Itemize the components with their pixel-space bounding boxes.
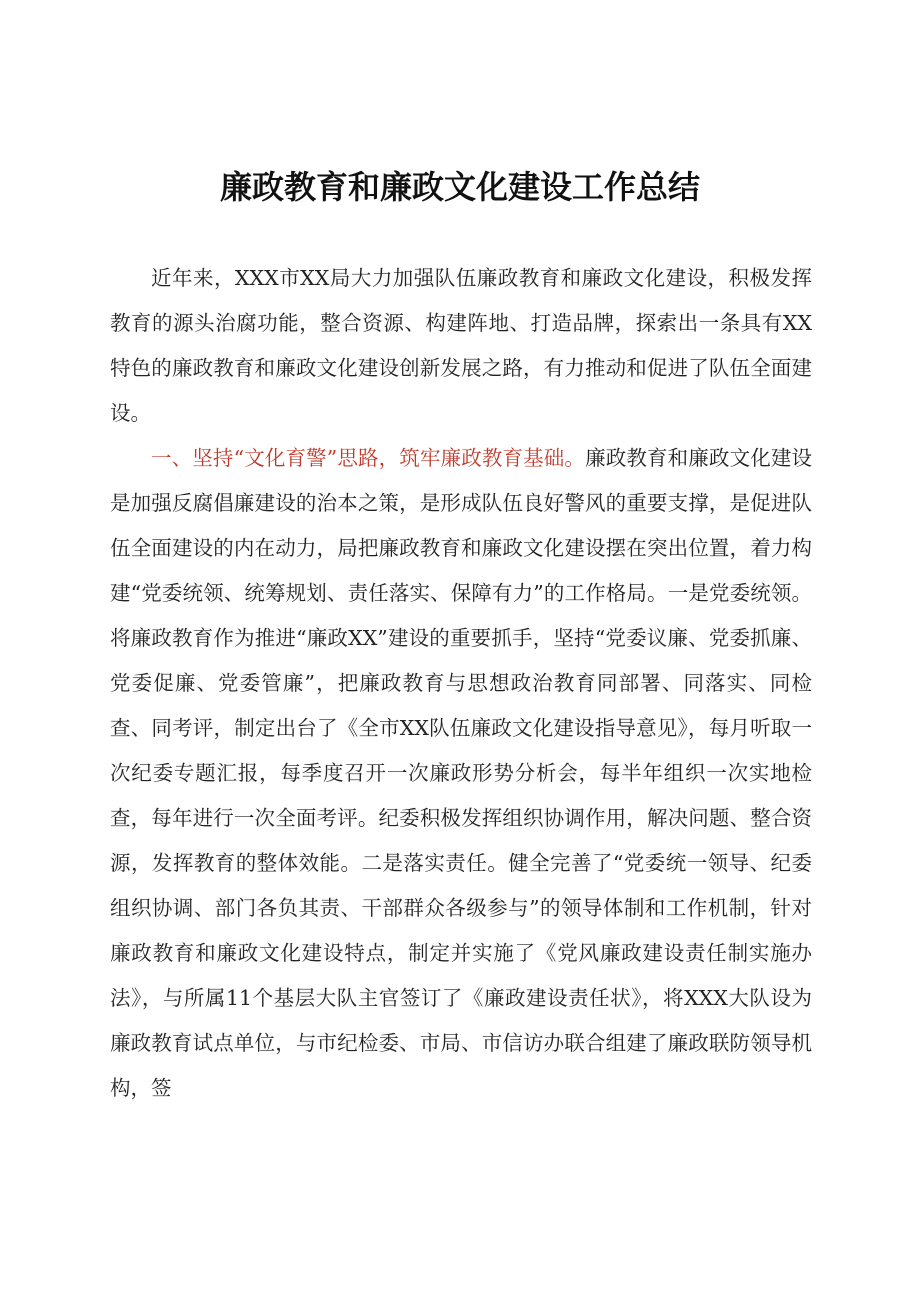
- section-one-text: 廉政教育和廉政文化建设是加强反腐倡廉建设的治本之策，是形成队伍良好警风的重要支撑，是促进队伍全面建设的内在动力，局把廉政教育和廉政文化建设摆在突出位置，着力构建“党委统领、统筹规划、责任落实、保障有力”的工作格局。一是党委统领。将廉政教育作为推进“廉政XX”建设的重要抓手，坚持“党委议廉、党委抓廉、党委促廉、党委管廉”，把廉政教育与思想政治教育同部署、同落实、同检查、同考评，制定出台了《全市XX队伍廉政文化建设指导意见》，每月听取一次纪委专题汇报，每季度召开一次廉政形势分析会，每半年组织一次实地检查，每年进行一次全面考评。纪委积极发挥组织协调作用，解决问题、整合资源，发挥教育的整体效能。二是落实责任。健全完善了“党委统一领导、纪委组织协调、部门各负其责、干部群众各级参与”的领导体制和工作机制，针对廉政教育和廉政文化建设特点，制定并实施了《党风廉政建设责任制实施办法》，与所属11个基层大队主官签订了《廉政建设责任状》，将XXX大队设为廉政教育试点单位，与市纪检委、市局、市信访办联合组建了廉政联防领导机构，签: [110, 446, 812, 1100]
- intro-paragraph-text: 近年来，XXX市XX局大力加强队伍廉政教育和廉政文化建设，积极发挥教育的源头治腐功能，整合资源、构建阵地、打造品牌，探索出一条具有XX特色的廉政教育和廉政文化建设创新发展之路，有力推动和促进了队伍全面建设。: [110, 266, 812, 425]
- document-title: 廉政教育和廉政文化建设工作总结: [219, 168, 700, 206]
- document-body: [110, 256, 812, 1111]
- section-one-paragraph: [110, 436, 812, 1111]
- section-one-heading: 一、坚持“文化育警”思路，筑牢廉政教育基础。: [151, 446, 586, 470]
- intro-paragraph: [110, 256, 812, 436]
